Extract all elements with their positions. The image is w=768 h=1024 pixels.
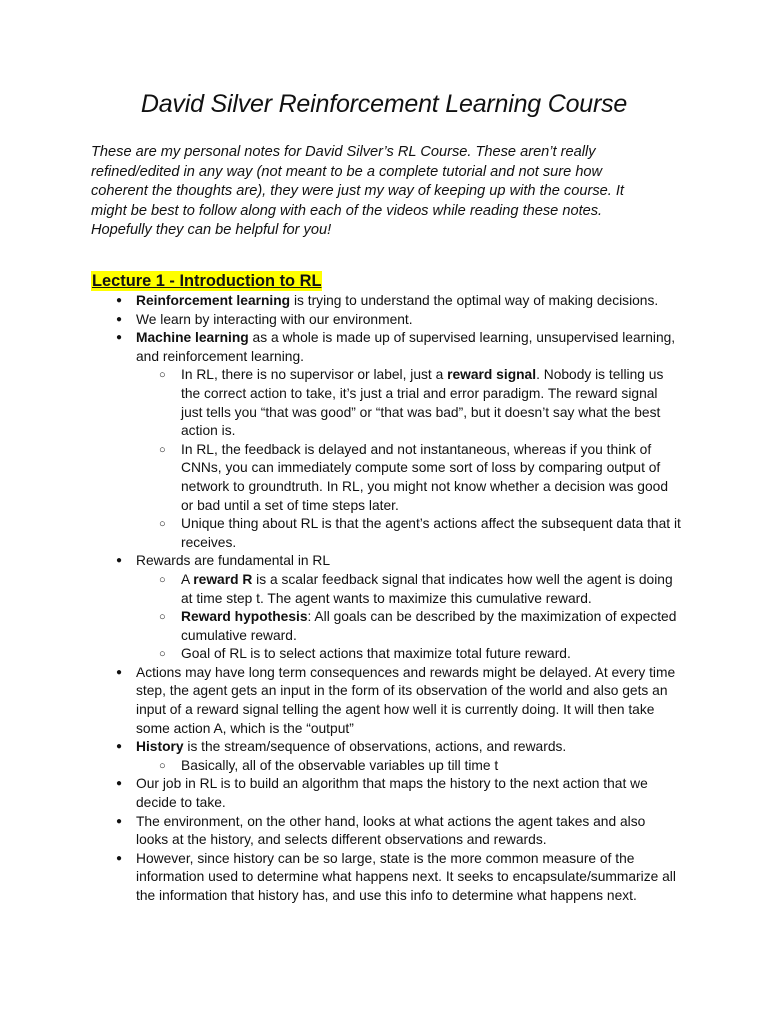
hollow-bullet-icon: ○ xyxy=(159,759,166,772)
item-text: Our job in RL is to build an algorithm that maps the history to the next action that we decide to take. xyxy=(136,776,648,811)
list-item xyxy=(116,552,681,571)
sub-item-text: In RL, the feedback is delayed and not instantaneous, whereas if you think of CNNs, you can immediately compute some sort of loss by comparing output of network to groundtruth. In RL, you might not know whether a decision was good or bad until a set of time steps later. xyxy=(181,441,669,513)
lecture-heading: Lecture 1 - Introduction to RL xyxy=(92,272,322,290)
hollow-bullet-icon: ○ xyxy=(159,443,166,456)
bold-term: History xyxy=(136,739,184,755)
bullet-icon: ● xyxy=(116,295,123,306)
item-text: is trying to understand the optimal way of making decisions. xyxy=(290,293,659,308)
bold-term: Reward hypothesis xyxy=(181,609,308,625)
bullet-icon: ● xyxy=(116,778,123,790)
item-text: However, since history can be so large, state is the more common measure of the information used to determine what happens next. It seeks to encapsulate/summarize all the information that history has, and use this info to determine what happens next. xyxy=(136,850,676,903)
item-text: Actions may have long term consequences and rewards might be delayed. At every time step, the agent gets an input in the form of its observation of the world and also gets an input of a reward signal telling the agent how well it is currently doing. It will then take some action A, which is the “output” xyxy=(136,664,676,736)
bold-term: reward signal xyxy=(447,367,537,383)
bullet-icon: ● xyxy=(116,741,123,753)
list-item xyxy=(116,311,681,330)
item-text: The environment, on the other hand, looks at what actions the agent takes and also looks at the history, and selects different observations and rewards. xyxy=(136,813,646,848)
list-item xyxy=(116,664,681,738)
sub-item-text: A xyxy=(181,571,194,587)
list-item xyxy=(116,329,681,366)
sub-list-item xyxy=(159,757,681,776)
sub-list-item xyxy=(159,608,681,645)
list-item xyxy=(116,292,681,311)
bold-term: Reinforcement learning xyxy=(136,293,291,308)
sub-list-item xyxy=(159,441,681,515)
sub-item-text: Basically, all of the observable variables up till time t xyxy=(181,757,499,773)
notes-list xyxy=(116,292,681,906)
sub-list-item xyxy=(159,515,681,552)
item-text: as a whole is made up of supervised learning, unsupervised learning, and reinforcement learning. xyxy=(136,330,676,364)
hollow-bullet-icon: ○ xyxy=(159,648,166,661)
bullet-icon: ● xyxy=(116,852,123,864)
hollow-bullet-icon: ○ xyxy=(159,611,166,624)
page-title: David Silver Reinforcement Learning Course xyxy=(140,90,628,118)
bullet-icon: ● xyxy=(116,815,123,827)
list-item xyxy=(116,850,681,906)
bold-term: reward R xyxy=(193,571,253,587)
bullet-icon: ● xyxy=(116,332,123,344)
sub-list-item xyxy=(159,645,681,664)
sub-item-text: : All goals can be described by the maximization of expected cumulative reward. xyxy=(181,609,677,643)
item-text: is the stream/sequence of observations, actions, and rewards. xyxy=(183,739,567,755)
hollow-bullet-icon: ○ xyxy=(159,369,166,382)
bullet-icon: ● xyxy=(116,313,123,325)
sub-item-text: is a scalar feedback signal that indicates how well the agent is doing at time step t. The agent wants to maximize this cumulative reward. xyxy=(181,571,673,606)
hollow-bullet-icon: ○ xyxy=(159,573,166,586)
bold-term: Machine learning xyxy=(136,330,249,346)
list-item xyxy=(116,738,681,757)
sub-list-item xyxy=(159,366,681,440)
sub-item-text: In RL, there is no supervisor or label, just a xyxy=(181,367,448,383)
item-text: Rewards are fundamental in RL xyxy=(136,553,331,569)
hollow-bullet-icon: ○ xyxy=(159,518,166,531)
sub-item-text: . Nobody is telling us the correct action to take, it’s just a trial and error paradigm. The reward signal just tells you “that was good” or “that was bad”, but it doesn’t say what the best action is. xyxy=(181,367,664,439)
list-item xyxy=(116,813,681,850)
sub-list-item xyxy=(159,571,681,608)
bullet-icon: ● xyxy=(116,555,123,567)
item-text: We learn by interacting with our environment. xyxy=(136,311,413,327)
intro-paragraph: These are my personal notes for David Silver’s RL Course. These aren’t really refined/edited in any way (not meant to be a complete tutorial and not sure how coherent the thoughts are), they were just my way of keeping up with the course. It might be best to follow along with each of the videos while reading these notes. Hopefully they can be helpful for you! xyxy=(91,144,624,239)
list-item xyxy=(116,775,681,812)
sub-item-text: Goal of RL is to select actions that maximize total future reward. xyxy=(181,646,571,662)
bullet-icon: ● xyxy=(116,666,123,678)
sub-item-text: Unique thing about RL is that the agent’s actions affect the subsequent data that it receives. xyxy=(181,516,681,550)
